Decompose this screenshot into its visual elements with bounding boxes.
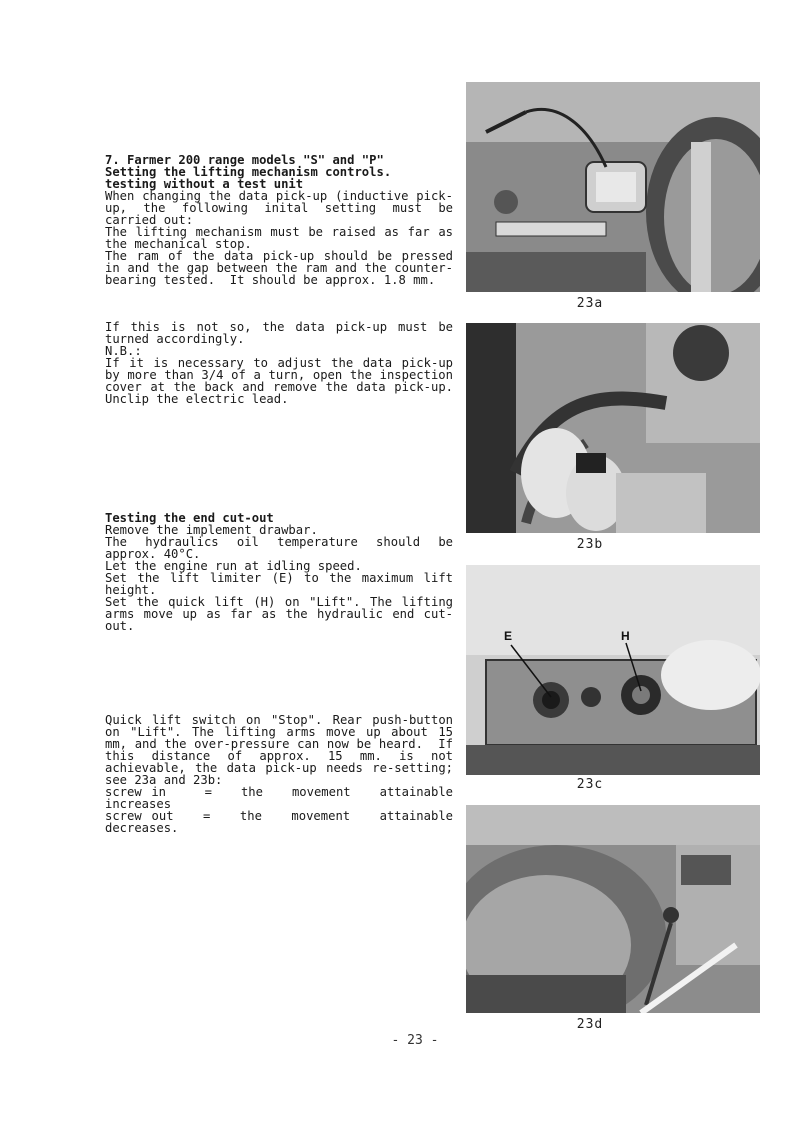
section-lift-mechanism-setting [105,154,453,286]
section-body: Remove the implement drawbar. The hydraulics oil temperature should be approx. 40°C. Let the engine run at idling speed. Set the lift limiter (E) to the maximum lift height. Set the quick lift (H) on "Lift". The lifting arms move up as far as the hydraulic end cut-out. [105,523,453,633]
photo-23d-lift-measurement [466,805,760,1013]
section-body: When changing the data pick-up (inductive pick-up, the following inital setting must be carried out: The lifting mechanism must be raised as far as the mechanical stop. The ram of the data pick-up should be pressed in and the gap between the ram and the counter-bearing tested. It should be approx. 1.8 mm. [105,189,453,287]
figure-caption-23c: 23c [576,777,604,792]
photo-23b-pickup-removal [466,323,760,533]
label-e: E [504,629,513,643]
photo-23c-control-panel [466,565,760,775]
figure-caption-23b: 23b [576,537,604,552]
section-heading-testing: testing without a test unit [105,177,304,191]
section-end-cut-out [105,512,453,632]
section-pickup-adjustment [105,321,453,405]
label-h: H [621,629,630,643]
photo-23a-data-pickup [466,82,760,292]
section-heading-setting: Setting the lifting mechanism controls. [105,165,392,179]
section-body: If this is not so, the data pick-up must be turned accordingly. N.B.: If it is necessary to adjust the data pick-up by more than 3/4 of a turn, open the inspection cover at the back and remove the data pick-up. Unclip the electric lead. [105,320,453,406]
section-quick-lift [105,714,453,834]
section-body: Quick lift switch on "Stop". Rear push-button on "Lift". The lifting arms move up about 15 mm, and the over-pressure can now be heard. If this distance of approx. 15 mm. is not achievable, the data pick-up needs re-setting; see 23a and 23b: screw in = the movement attainable increases screw out = the movement attainable decreases. [105,713,453,835]
section-heading-end-cut-out: Testing the end cut-out [105,511,274,525]
figure-caption-23a: 23a [576,296,604,311]
figure-caption-23d: 23d [576,1017,604,1032]
section-heading-models: 7. Farmer 200 range models "S" and "P" [105,153,384,167]
page-number: - 23 - [391,1033,439,1048]
